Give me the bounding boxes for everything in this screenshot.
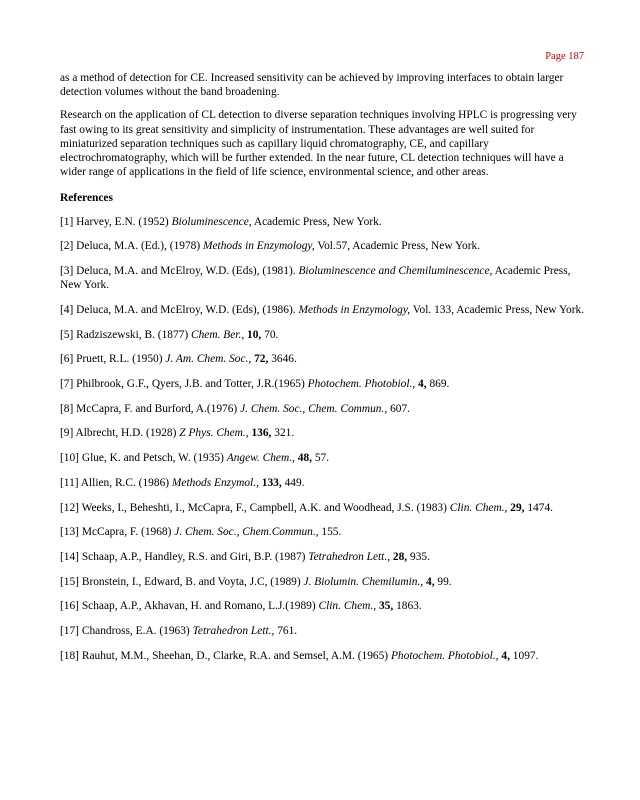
reference-details: 607.: [390, 402, 410, 415]
reference-details: 1474.: [527, 501, 553, 514]
reference-volume: 72,: [254, 353, 269, 366]
reference-item: [60, 599, 585, 613]
reference-volume: 133,: [261, 476, 282, 489]
reference-source: Tetrahedron Lett.,: [308, 550, 391, 563]
reference-source: Bioluminescence and Chemiluminescence,: [298, 265, 493, 278]
reference-details: 1863.: [396, 600, 422, 613]
reference-volume: 136,: [251, 427, 272, 440]
reference-item: [60, 352, 585, 366]
reference-authors: Pruett, R.L. (1950): [76, 353, 163, 366]
reference-number: [2]: [60, 240, 74, 253]
reference-item: [60, 624, 585, 638]
reference-item: [60, 264, 585, 292]
reference-authors: McCapra, F. and Burford, A.(1976): [76, 402, 238, 415]
reference-details: 57.: [314, 452, 330, 465]
reference-number: [7]: [60, 378, 74, 391]
reference-number: [1]: [60, 215, 74, 228]
references-heading: References: [60, 192, 113, 205]
reference-volume: 28,: [392, 550, 408, 563]
reference-item: [60, 525, 585, 539]
reference-details: 1097.: [512, 649, 539, 662]
reference-number: [18]: [60, 649, 79, 662]
reference-item: [60, 649, 585, 663]
reference-details: 869.: [429, 378, 450, 391]
reference-source: Clin. Chem.,: [318, 600, 377, 613]
paragraph-continuation: as a method of detection for CE. Increased sensitivity can be achieved by improving interfaces to obtain larger detection volumes without the band broadening.: [60, 72, 564, 99]
reference-number: [15]: [60, 575, 79, 588]
reference-volume: 4,: [426, 575, 435, 588]
reference-source: Z Phys. Chem.,: [179, 427, 249, 440]
reference-authors: Allien, R.C. (1986): [80, 476, 170, 489]
reference-authors: Radziszewski, B. (1877): [76, 328, 189, 341]
reference-details: 935.: [410, 550, 430, 563]
paragraph-research: Research on the application of CL detection to diverse separation techniques involving HPLC is progressing very fast owing to its great sensitivity and simplicity of instrumentation. These advantages are well suited for miniaturized separation techniques such as capillary liquid chromatography, CE, and capillary electrochromatography, which will be further extended. In the near future, CL detection techniques will have a wider range of applications in the field of life science, environmental science, and other areas.: [60, 109, 577, 179]
reference-authors: Rauhut, M.M., Sheehan, D., Clarke, R.A. and Semsel, A.M. (1965): [81, 649, 389, 662]
page-content: [60, 71, 585, 673]
reference-item: [60, 550, 585, 564]
reference-source: Chem. Ber.,: [191, 328, 245, 341]
reference-item: [60, 501, 585, 515]
reference-authors: Philbrook, G.F., Qyers, J.B. and Totter, J.R.(1965): [76, 378, 305, 391]
reference-number: [6]: [60, 353, 74, 366]
reference-details: 449.: [284, 476, 305, 489]
reference-number: [14]: [60, 550, 79, 563]
reference-details: 99.: [437, 575, 452, 588]
reference-authors: Glue, K. and Petsch, W. (1935): [81, 452, 224, 465]
reference-authors: Albrecht, H.D. (1928): [75, 427, 177, 440]
reference-authors: McCapra, F. (1968): [81, 526, 172, 539]
reference-number: [8]: [60, 402, 74, 415]
reference-source: Methods in Enzymology,: [203, 240, 315, 253]
reference-details: 3646.: [271, 353, 297, 366]
reference-details: 70.: [264, 328, 279, 341]
reference-number: [13]: [60, 526, 79, 539]
reference-source: Photochem. Photobiol.,: [390, 649, 499, 662]
reference-source: Angew. Chem.,: [226, 452, 295, 465]
reference-volume: 29,: [510, 501, 525, 514]
reference-volume: 4,: [501, 649, 510, 662]
reference-source: J. Chem. Soc., Chem.Commun.,: [174, 526, 319, 539]
reference-item: [60, 328, 585, 342]
reference-details: Academic Press, New York.: [253, 215, 382, 228]
reference-volume: 10,: [247, 328, 262, 341]
reference-number: [12]: [60, 501, 79, 514]
references-list: [60, 215, 585, 663]
reference-item: [60, 303, 585, 317]
reference-details: 761.: [277, 625, 298, 638]
reference-number: [9]: [60, 427, 74, 440]
reference-authors: Bronstein, I., Edward, B. and Voyta, J.C, (1989): [81, 575, 301, 588]
reference-number: [4]: [60, 303, 74, 316]
reference-authors: Deluca, M.A. and McElroy, W.D. (Eds), (1986).: [76, 303, 296, 316]
reference-item: [60, 575, 585, 589]
reference-authors: Harvey, E.N. (1952): [76, 215, 169, 228]
reference-details: 155.: [321, 526, 342, 539]
reference-details: Academic Press, New York.: [60, 265, 571, 292]
reference-details: Vol. 133, Academic Press, New York.: [412, 303, 585, 316]
reference-authors: Deluca, M.A. and McElroy, W.D. (Eds), (1981).: [76, 265, 296, 278]
reference-details: 321.: [274, 427, 295, 440]
reference-source: Clin. Chem.,: [449, 501, 508, 514]
reference-authors: Weeks, I., Beheshti, I., McCapra, F., Campbell, A.K. and Woodhead, J.S. (1983): [81, 501, 447, 514]
reference-volume: 48,: [297, 452, 312, 465]
reference-item: [60, 377, 585, 391]
reference-source: J. Chem. Soc., Chem. Commun.,: [240, 402, 388, 415]
reference-source: Methods in Enzymology,: [298, 303, 411, 316]
reference-item: [60, 426, 585, 440]
reference-number: [17]: [60, 625, 79, 638]
reference-source: J. Biolumin. Chemilumin.,: [303, 575, 424, 588]
reference-number: [16]: [60, 600, 79, 613]
reference-authors: Schaap, A.P., Handley, R.S. and Giri, B.P. (1987): [81, 550, 306, 563]
reference-volume: 4,: [418, 378, 427, 391]
reference-number: [3]: [60, 265, 74, 278]
reference-source: Photochem. Photobiol.,: [307, 378, 416, 391]
reference-source: Methods Enzymol.,: [171, 476, 259, 489]
reference-details: Vol.57, Academic Press, New York.: [317, 240, 481, 253]
reference-volume: 35,: [378, 600, 394, 613]
reference-number: [11]: [60, 476, 79, 489]
reference-item: [60, 239, 585, 253]
reference-number: [5]: [60, 328, 74, 341]
reference-source: Tetrahedron Lett.,: [192, 625, 275, 638]
reference-number: [10]: [60, 452, 79, 465]
reference-item: [60, 402, 585, 416]
reference-source: Bioluminescence,: [171, 215, 252, 228]
reference-authors: Schaap, A.P., Akhavan, H. and Romano, L.J.(1989): [81, 600, 316, 613]
reference-item: [60, 476, 585, 490]
reference-source: J. Am. Chem. Soc.,: [165, 353, 252, 366]
page-number: Page 187: [545, 51, 584, 62]
reference-authors: Deluca, M.A. (Ed.), (1978): [76, 240, 201, 253]
reference-authors: Chandross, E.A. (1963): [81, 625, 190, 638]
reference-item: [60, 215, 585, 229]
reference-item: [60, 451, 585, 465]
